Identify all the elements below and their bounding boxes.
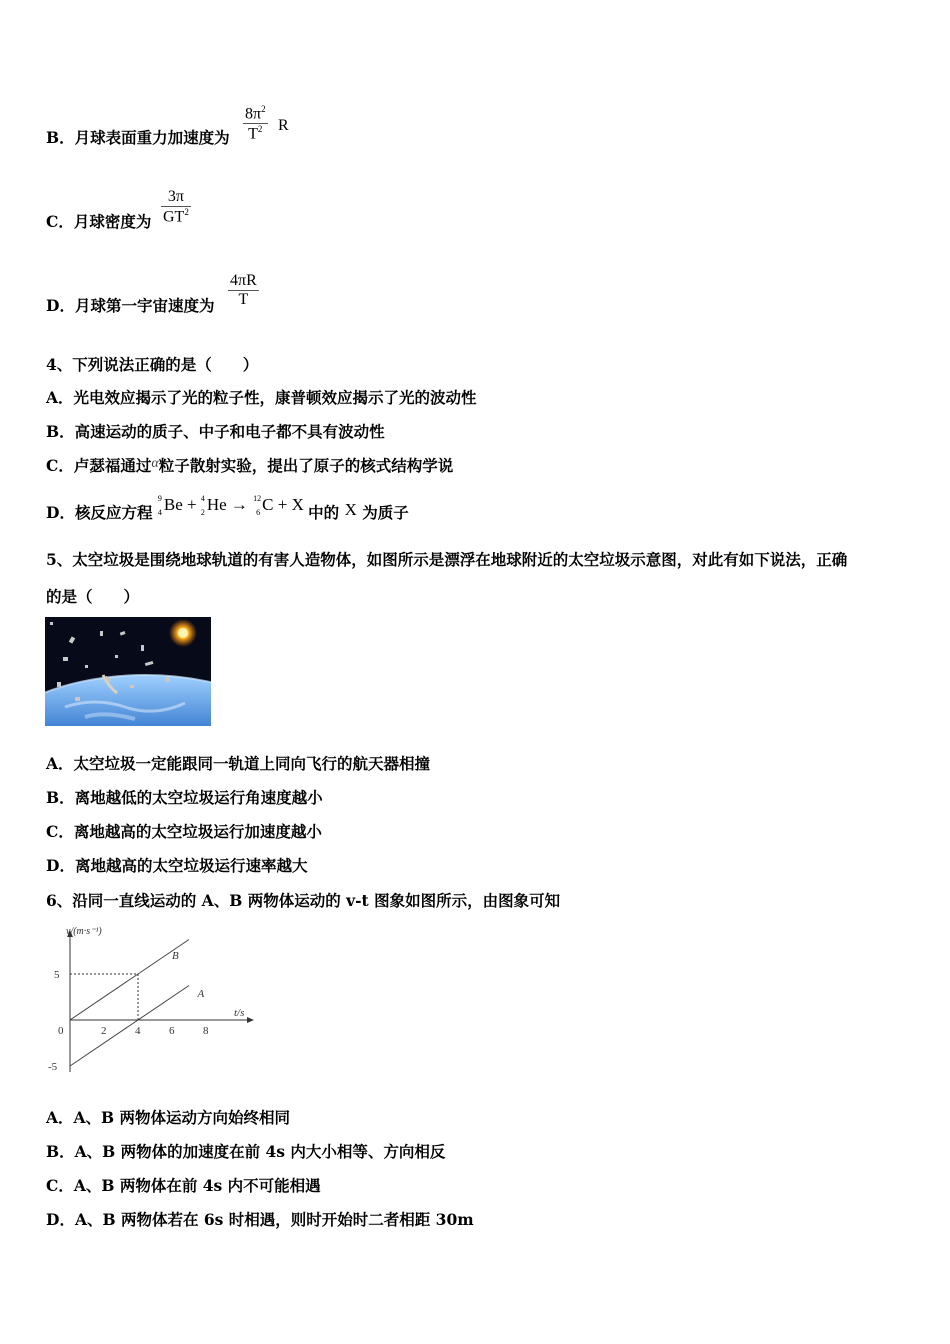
q3-option-b: [46, 128, 230, 148]
q3-c-fraction: $\frac{3\pi}{GT^2}$: [163, 188, 189, 226]
q4-option-a: A．光电效应揭示了光的粒子性，康普顿效应揭示了光的波动性: [46, 388, 477, 407]
q5-option-c: C．离地越高的太空垃圾运行加速度越小: [46, 822, 322, 841]
q3-b-fraction: $\frac{8\pi^2}{T^2}$: [245, 104, 266, 143]
x-axis-arrow: [247, 1017, 254, 1023]
nuclear-equation: 9 4 Be + 4 2 He → 12 6 C + X: [157, 494, 304, 517]
vt-graph: [44, 922, 258, 1082]
q3-b-tail: R: [278, 117, 289, 134]
q4-option-d: D．核反应方程 9 4 Be + 4 2 He → 12 6 C + X 中的 X 为质子: [46, 494, 409, 522]
q5-option-d: D．离地越高的太空垃圾运行速率越大: [46, 856, 308, 875]
q6-stem: 6、沿同一直线运动的 A、B 两物体运动的 v-t 图象如图所示，由图象可知: [46, 891, 561, 910]
q4-stem: 4、下列说法正确的是（ ）: [46, 355, 259, 374]
q6-option-d: D．A、B 两物体若在 6s 时相遇，则时开始时二者相距 30m: [46, 1210, 474, 1229]
series-label-B: B: [172, 949, 179, 962]
series-label-A: A: [197, 988, 205, 1000]
q3-d-fraction: $\frac{4\pi R}{T}$: [230, 272, 257, 308]
x-tick-label: 4: [135, 1025, 141, 1037]
alpha-symbol: α: [151, 456, 159, 471]
q5-stem-line1: 5、太空垃圾是围绕地球轨道的有害人造物体，如图所示是漂浮在地球附近的太空垃圾示意图，对此有如下说法，正确: [46, 550, 848, 569]
y-axis-label: v/(m·s⁻¹): [66, 926, 102, 937]
y-tick-label: -5: [48, 1061, 58, 1073]
space-debris-image: [45, 617, 211, 726]
q5-stem-line2: 的是（ ）: [46, 587, 140, 606]
q3-option-c: C．月球密度为: [46, 212, 152, 231]
q6-option-b: B．A、B 两物体的加速度在前 4s 内大小相等、方向相反: [46, 1142, 446, 1161]
q4-option-b: B．高速运动的质子、中子和电子都不具有波动性: [46, 422, 385, 441]
x-tick-label: 2: [101, 1025, 107, 1037]
q5-option-b: B．离地越低的太空垃圾运行角速度越小: [46, 788, 323, 807]
q3-option-b-text: B．月球表面重力加速度为: [46, 128, 230, 147]
q5-option-a: A．太空垃圾一定能跟同一轨道上同向飞行的航天器相撞: [46, 754, 431, 773]
q6-option-c: C．A、B 两物体在前 4s 内不可能相遇: [46, 1176, 321, 1195]
x-axis-label: t/s: [234, 1007, 245, 1019]
q3-option-d: D．月球第一宇宙速度为: [46, 296, 215, 315]
x-tick-label: 8: [203, 1025, 209, 1037]
q6-option-a: A．A、B 两物体运动方向始终相同: [46, 1108, 291, 1127]
y-tick-label: 5: [54, 969, 60, 981]
q4-option-c: C．卢瑟福通过α粒子散射实验，提出了原子的核式结构学说: [46, 456, 454, 475]
x-tick-label: 6: [169, 1025, 175, 1037]
x-tick-label: 0: [58, 1025, 64, 1037]
